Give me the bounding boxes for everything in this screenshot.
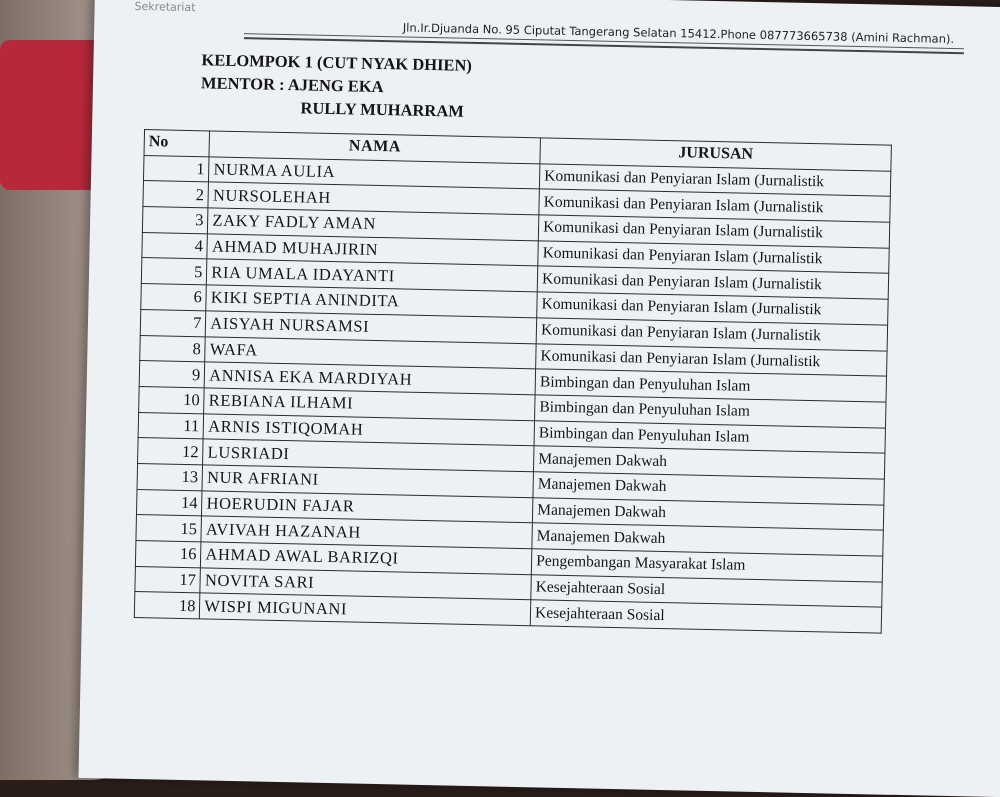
row-number: 13 [137,463,203,490]
member-name: ZAKY FADLY AMAN [208,208,539,241]
row-number: 11 [138,412,204,439]
row-number: 12 [138,438,204,465]
group-title: KELOMPOK 1 (CUT NYAK DHIEN) [201,50,473,75]
letterhead-address: Jln.Ir.Djuanda No. 95 Ciputat Tangerang Selatan 15412.Phone 087773665738 (Amini Rachman). [402,20,955,47]
member-department: Komunikasi dan Penyiaran Islam (Jurnalistik [539,189,890,222]
member-name: AHMAD AWAL BARIZQI [201,542,532,575]
row-number: 10 [139,386,205,413]
row-number: 4 [142,232,208,259]
row-number: 16 [135,540,201,567]
row-number: 7 [140,309,206,336]
member-department: Komunikasi dan Penyiaran Islam (Jurnalistik [538,241,889,274]
row-number: 15 [136,515,202,542]
row-number: 2 [143,181,209,208]
member-department: Bimbingan dan Penyuluhan Islam [535,395,886,428]
mentor-second: RULLY MUHARRAM [300,98,465,121]
group-header [200,48,472,123]
member-name: REBIANA ILHAMI [204,388,535,421]
row-number: 14 [136,489,202,516]
member-department: Komunikasi dan Penyiaran Islam (Jurnalistik [537,292,888,325]
row-number: 1 [143,155,209,182]
member-department: Manajemen Dakwah [534,446,885,479]
member-name: KIKI SEPTIA ANINDITA [206,285,537,318]
member-department: Manajemen Dakwah [533,472,884,505]
member-department: Komunikasi dan Penyiaran Islam (Jurnalistik [538,215,889,248]
row-number: 17 [135,566,201,593]
document-page [78,0,1000,797]
member-department: Komunikasi dan Penyiaran Islam (Jurnalistik [537,266,888,299]
member-name: NOVITA SARI [200,568,531,601]
member-name: NUR AFRIANI [202,465,533,498]
member-department: Pengembangan Masyarakat Islam [531,549,882,582]
header-no: No [144,130,210,157]
member-name: LUSRIADI [203,439,534,472]
member-department: Komunikasi dan Penyiaran Islam (Jurnalistik [536,318,887,351]
member-department: Kesejahteraan Sosial [531,574,882,607]
member-name: WAFA [205,336,536,369]
row-number: 6 [141,284,207,311]
member-department: Bimbingan dan Penyuluhan Islam [535,369,886,402]
table-body [134,155,891,633]
member-name: NURMA AULIA [209,157,540,190]
row-number: 5 [141,258,207,285]
member-name: AHMAD MUHAJIRIN [207,234,538,267]
member-name: ARNIS ISTIQOMAH [203,413,534,446]
row-number: 9 [139,361,205,388]
member-department: Manajemen Dakwah [532,497,883,530]
member-name: AVIVAH HAZANAH [201,516,532,549]
member-table [134,129,892,634]
member-department: Kesejahteraan Sosial [530,600,881,633]
member-name: NURSOLEHAH [208,182,539,215]
member-department: Bimbingan dan Penyuluhan Islam [534,420,885,453]
header-jurusan: JURUSAN [540,138,891,171]
letterhead-secretariat: Sekretariat [134,0,196,15]
row-number: 3 [142,207,208,234]
header-nama: NAMA [209,131,540,164]
member-name: HOERUDIN FAJAR [202,490,533,523]
mentor-line: MENTOR : AJENG EKA [200,73,384,97]
row-number: 8 [140,335,206,362]
member-department: Komunikasi dan Penyiaran Islam (Jurnalistik [539,164,890,197]
member-department: Komunikasi dan Penyiaran Islam (Jurnalistik [536,343,887,376]
member-name: AISYAH NURSAMSI [206,311,537,344]
row-number: 18 [134,592,200,619]
member-name: WISPI MIGUNANI [200,593,531,626]
member-department: Manajemen Dakwah [532,523,883,556]
member-name: RIA UMALA IDAYANTI [207,259,538,292]
member-name: ANNISA EKA MARDIYAH [204,362,535,395]
